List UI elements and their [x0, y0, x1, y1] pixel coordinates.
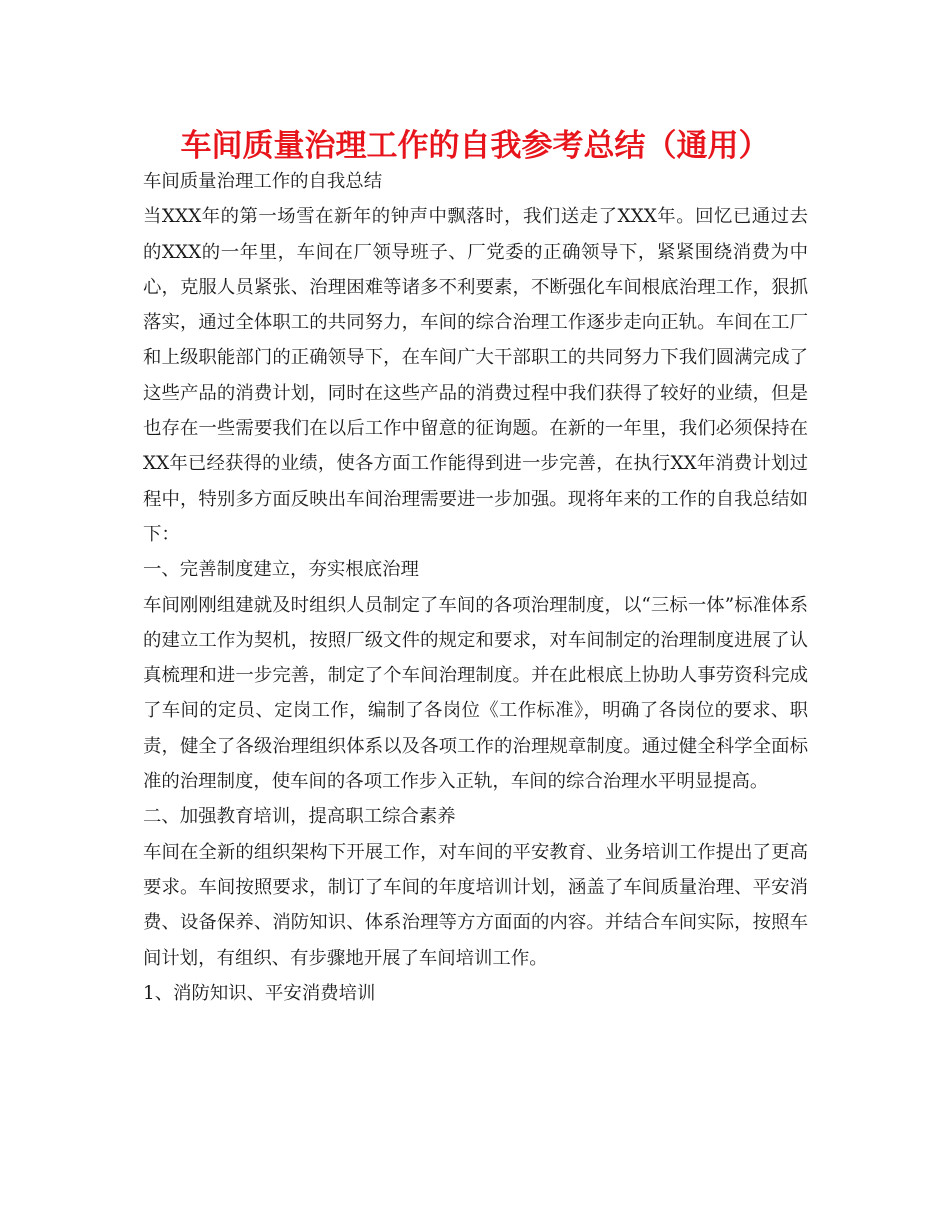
section-2-paragraph: 车间在全新的组织架构下开展工作，对车间的平安教育、业务培训工作提出了更高要求。车间按照要求，制订了车间的年度培训计划，涵盖了车间质量治理、平安消费、设备保养、消防知识、体系治理等方方面面的内容。并结合车间实际，按照车间计划，有组织、有步骤地开展了车间培训工作。: [143, 841, 808, 969]
subsection-heading-1: 1、消防知识、平安消费培训: [143, 982, 376, 1004]
subtitle-paragraph: 车间质量治理工作的自我总结: [143, 171, 383, 192]
document-body: [143, 164, 808, 1011]
document-title: 车间质量治理工作的自我参考总结（通用）: [180, 128, 770, 164]
section-heading-1: 一、完善制度建立，夯实根底治理: [143, 559, 419, 581]
section-heading-2: 二、加强教育培训，提高职工综合素养: [143, 806, 456, 828]
section-1-paragraph: 车间刚刚组建就及时组织人员制定了车间的各项治理制度，以“三标一体”标准体系的建立工作为契机，按照厂级文件的规定和要求，对车间制定的治理制度进展了认真梳理和进一步完善，制定了个车间治理制度。并在此根底上协助人事劳资科完成了车间的定员、定岗工作，编制了各岗位《工作标准》，明确了各岗位的要求、职责，健全了各级治理组织体系以及各项工作的治理规章制度。通过健全科学全面标准的治理制度，使车间的各项工作步入正轨，车间的综合治理水平明显提高。: [143, 594, 808, 793]
intro-paragraph: 当XXX年的第一场雪在新年的钟声中飘落时，我们送走了XXX年。回忆已通过去的XXX的一年里，车间在厂领导班子、厂党委的正确领导下，紧紧围绕消费为中心，克服人员紧张、治理困难等诸多不利要素，不断强化车间根底治理工作，狠抓落实，通过全体职工的共同努力，车间的综合治理工作逐步走向正轨。车间在工厂和上级职能部门的正确领导下，在车间广大干部职工的共同努力下我们圆满完成了这些产品的消费计划，同时在这些产品的消费过程中我们获得了较好的业绩，但是也存在一些需要我们在以后工作中留意的征询题。在新的一年里，我们必须保持在XX年已经获得的业绩，使各方面工作能得到进一步完善，在执行XX年消费计划过程中，特别多方面反映出车间治理需要进一步加强。现将年来的工作的自我总结如下：: [143, 206, 808, 545]
